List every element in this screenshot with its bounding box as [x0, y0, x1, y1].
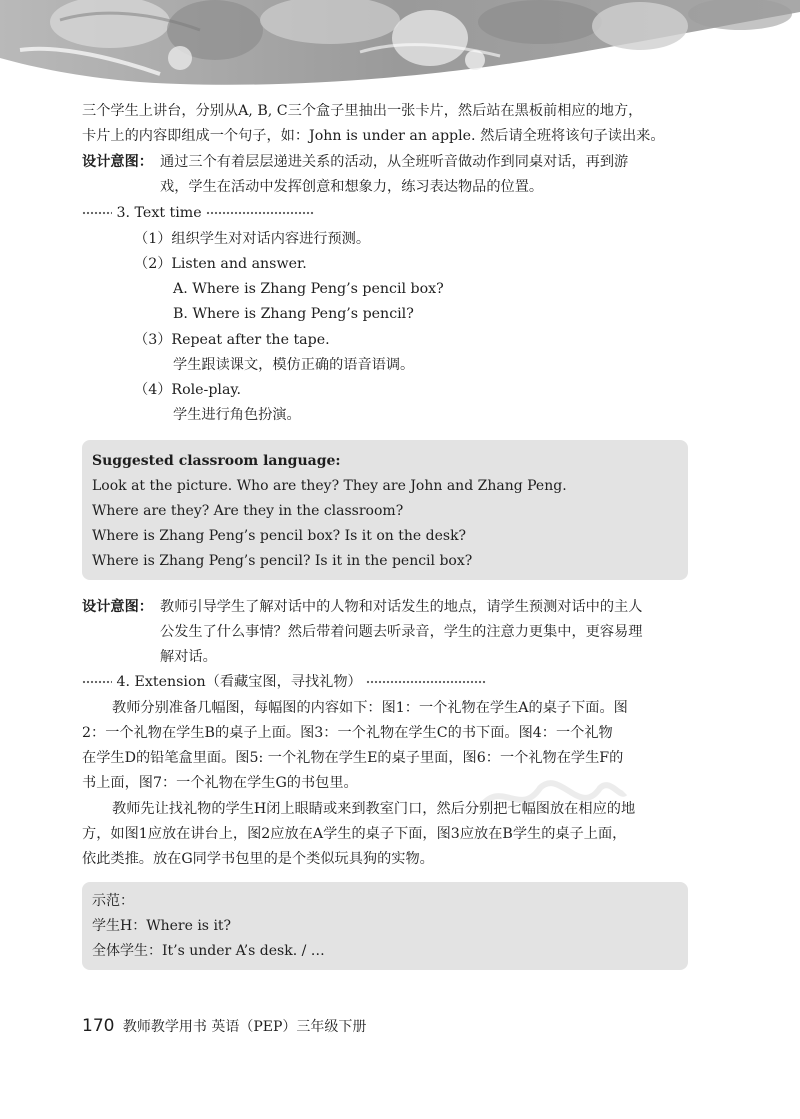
step-3: （3）Repeat after the tape. — [134, 332, 330, 348]
step-3-note: 学生跟读课文，模仿正确的语音语调。 — [173, 357, 415, 373]
dotted-rule-right — [206, 211, 314, 215]
demo-line: 学生H：Where is it? — [92, 918, 232, 934]
section-3-title: 3. Text time — [116, 205, 202, 221]
classroom-language-line: Where is Zhang Peng’s pencil box? Is it on the desk? — [92, 528, 467, 544]
step-2: （2）Listen and answer. — [134, 256, 307, 272]
extension-para-1-line: 书上面，图7：一个礼物在学生G的书包里。 — [82, 775, 358, 791]
design-intent-label: 设计意图： — [82, 154, 153, 170]
question-a: A. Where is Zhang Peng’s pencil box? — [173, 281, 444, 297]
floral-banner-graphic — [0, 0, 800, 92]
design-intent-2-line-2: 公发生了什么事情？然后带着问题去听录音，学生的注意力更集中，更容易理 — [160, 624, 643, 640]
classroom-language-line: Where are they? Are they in the classroom? — [92, 503, 404, 519]
design-intent-2-label: 设计意图： — [82, 599, 153, 615]
design-intent-2-line-3: 解对话。 — [160, 649, 217, 665]
book-title: 教师教学用书 英语（PEP）三年级下册 — [122, 1019, 367, 1035]
extension-para-1-line: 在学生D的铅笔盒里面。图5: 一个礼物在学生E的桌子里面，图6：一个礼物在学生F的 — [82, 750, 624, 766]
classroom-language-box — [82, 440, 688, 580]
intro-line-1: 三个学生上讲台，分别从A, B, C三个盒子里抽出一张卡片，然后站在黑板前相应的地方， — [82, 103, 643, 119]
demo-box — [82, 882, 688, 970]
design-intent-line-1: 通过三个有着层层递进关系的活动，从全班听音做动作到同桌对话，再到游 — [160, 154, 629, 170]
step-4: （4）Role-play. — [134, 382, 242, 398]
extension-para-1-line: 教师分别准备几幅图，每幅图的内容如下：图1：一个礼物在学生A的桌子下面。图 — [112, 700, 628, 716]
extension-para-2-line: 方，如图1应放在讲台上，图2应放在A学生的桌子下面，图3应放在B学生的桌子上面， — [82, 826, 627, 842]
classroom-language-line: Look at the picture. Who are they? They are John and Zhang Peng. — [92, 478, 567, 494]
intro-line-2: 卡片上的内容即组成一个句子，如：John is under an apple. 然后请全班将该句子读出来。 — [82, 128, 665, 144]
demo-title: 示范： — [92, 893, 134, 909]
design-intent-2-line-1: 教师引导学生了解对话中的人物和对话发生的地点，请学生预测对话中的主人 — [160, 599, 643, 615]
section-3-heading — [82, 202, 314, 224]
decorative-banner — [0, 0, 800, 92]
demo-line: 全体学生：It’s under A’s desk. / … — [92, 943, 325, 959]
dotted-rule-right — [366, 680, 486, 684]
dotted-rule-left — [82, 211, 112, 215]
classroom-language-title: Suggested classroom language: — [92, 453, 341, 469]
step-1: （1）组织学生对对话内容进行预测。 — [134, 231, 371, 247]
classroom-language-line: Where is Zhang Peng’s pencil? Is it in the pencil box? — [92, 553, 473, 569]
question-b: B. Where is Zhang Peng’s pencil? — [173, 306, 414, 322]
design-intent-line-2: 戏，学生在活动中发挥创意和想象力，练习表达物品的位置。 — [160, 179, 544, 195]
extension-para-2-line: 依此类推。放在G同学书包里的是个类似玩具狗的实物。 — [82, 851, 434, 867]
step-4-note: 学生进行角色扮演。 — [173, 407, 301, 423]
section-4-heading — [82, 671, 486, 693]
extension-para-1-line: 2：一个礼物在学生B的桌子上面。图3：一个礼物在学生C的书下面。图4：一个礼物 — [82, 725, 613, 741]
section-4-title: 4. Extension（看藏宝图，寻找礼物） — [116, 674, 362, 690]
dotted-rule-left — [82, 680, 112, 684]
page-number: 170 — [82, 1016, 115, 1036]
page-footer — [82, 1016, 366, 1037]
extension-para-2-line: 教师先让找礼物的学生H闭上眼睛或来到教室门口，然后分别把七幅图放在相应的地 — [112, 801, 636, 817]
